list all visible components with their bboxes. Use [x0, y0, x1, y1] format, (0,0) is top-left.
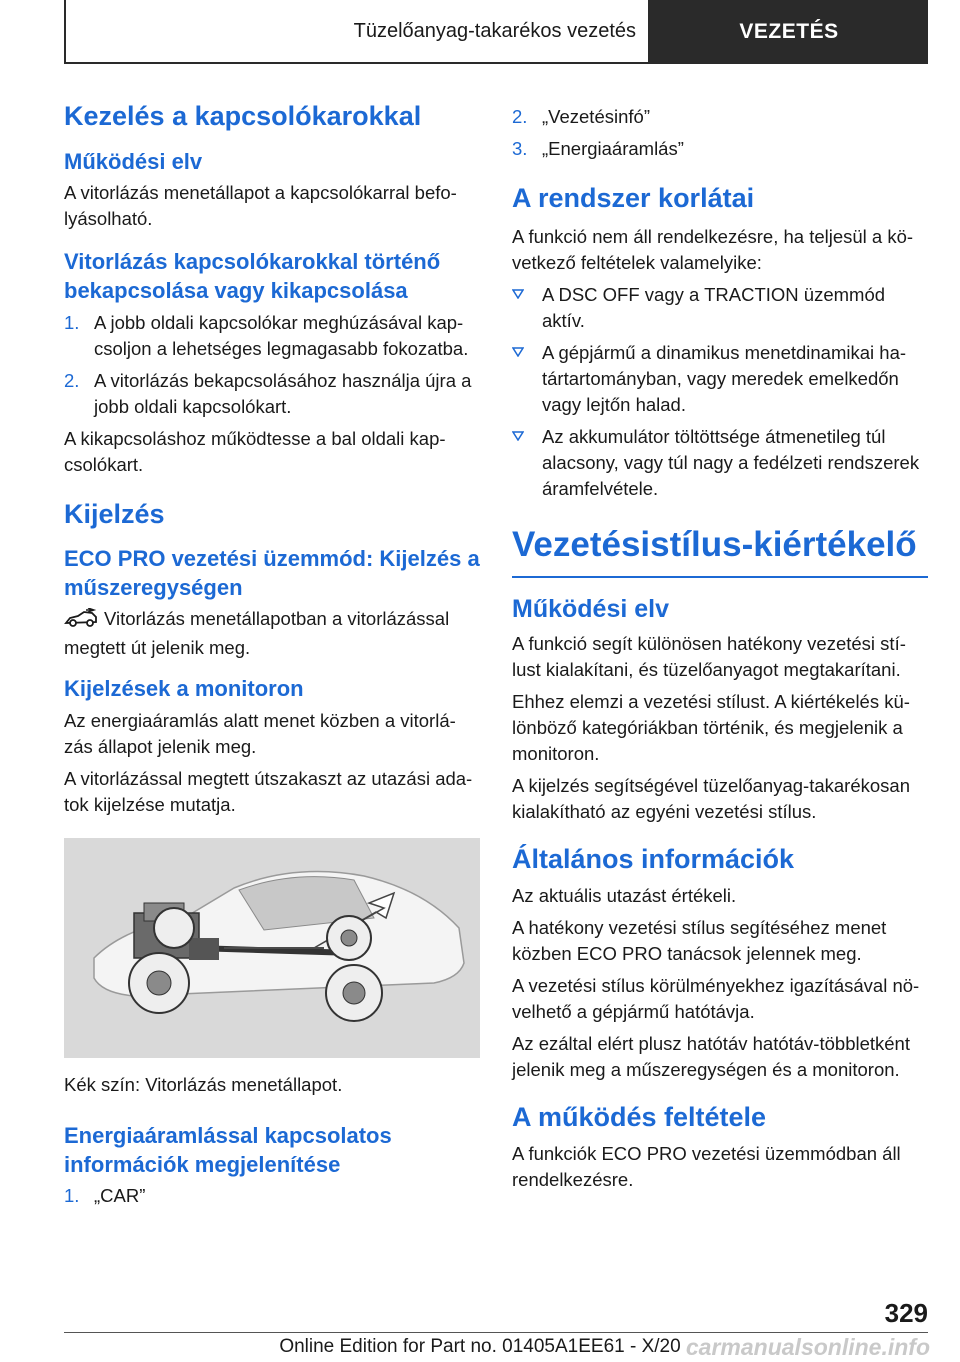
step-number: 2.	[64, 369, 80, 391]
paragraph-principle: A vitorlázás menetállapot a kapcsolókarral befo-lyásolható.	[64, 182, 457, 230]
heading-monitor: Kijelzések a monitoron	[64, 676, 304, 702]
paragraph-monitor-2: A vitorlázással megtett útszakaszt az utazási ada-tok kijelzése mutatja.	[64, 768, 473, 816]
left-column	[64, 100, 480, 1215]
list-item	[512, 340, 928, 418]
paragraph-condition: A funkciók ECO PRO vezetési üzemmódban áll rendelkezésre.	[512, 1142, 901, 1190]
paragraph-eco-pro	[64, 606, 480, 661]
paragraph-3: A kijelzés segítségével tüzelőanyag-takarékosan kialakítható az egyéni vezetési stílus.	[512, 775, 910, 822]
page-number: 329	[884, 1298, 928, 1328]
step-text: A jobb oldali kapcsolókar meghúzásával kap-csoljon a lehetséges legmagasabb fokozatba.	[94, 311, 469, 359]
list-item	[512, 136, 928, 162]
paragraph-1: A funkció segít különösen hatékony vezetési stí-lust kialakítani, és tüzelőanyagot megtakarítani.	[512, 633, 906, 680]
paragraph-disable: A kikapcsoláshoz működtesse a bal oldali kap-csolókart.	[64, 427, 446, 475]
limit-text: A gépjármű a dinamikus menetdinamikai ha-tártartományban, vagy meredek emelkedőn vagy lejtőn halad.	[542, 341, 907, 415]
list-item	[64, 1183, 480, 1209]
heading-general: Általános információk	[512, 844, 795, 874]
item-text: „Energiaáramlás”	[542, 138, 684, 159]
general-2: A hatékony vezetési stílus segítéséhez menet közben ECO PRO tanácsok jelennek meg.	[512, 916, 887, 964]
general-4: Az ezáltal elért plusz hatótáv hatótáv-többletként jelenik meg a műszeregységen és a monitoron.	[512, 1032, 910, 1080]
triangle-bullet-icon	[512, 424, 542, 502]
list-item	[512, 282, 928, 334]
item-number: 3.	[512, 138, 528, 159]
list-item	[64, 310, 480, 362]
car-coasting-icon	[64, 608, 98, 635]
page-header	[64, 0, 928, 64]
heading-condition: A működés feltétele	[512, 1101, 767, 1132]
limits-list	[512, 282, 928, 502]
footer-divider	[64, 1332, 928, 1333]
item-number: 1.	[64, 1185, 80, 1207]
chapter-title: Tüzelőanyag-takarékos vezetés	[64, 0, 650, 64]
general-3: A vezetési stílus körülményekhez igazításával nö-velhető a gépjármű hatótávja.	[512, 974, 920, 1022]
heading-toggle-coasting: Vitorlázás kapcsolókarokkal történő bekapcsolása vagy kikapcsolása	[64, 249, 441, 303]
list-item	[512, 424, 928, 502]
step-number: 1.	[64, 311, 80, 333]
limit-text: A DSC OFF vagy a TRACTION üzemmód aktív.	[542, 283, 886, 331]
energy-list-continued	[512, 104, 928, 162]
energy-list	[64, 1183, 480, 1209]
list-item	[512, 104, 928, 130]
paragraph-2: Ehhez elemzi a vezetési stílust. A kiértékelés kü-lönböző kategóriákban történik, és megjelenik a monitoron.	[512, 691, 910, 764]
item-text: „CAR”	[94, 1185, 146, 1207]
watermark: carmanualsonline.info	[685, 1334, 930, 1360]
list-item	[64, 368, 480, 420]
heading-energy-flow: Energiaáramlással kapcsolatos információk megjelenítése	[64, 1123, 392, 1177]
edition-text: Online Edition for Part no. 01405A1EE61 - X/20	[279, 1336, 681, 1357]
limit-text: Az akkumulátor töltöttsége átmenetileg túl alacsony, vagy túl nagy a fedélzeti rendszerek áramfelvétele.	[542, 425, 920, 499]
heading-principle-right: Működési elv	[512, 594, 669, 623]
heading-principle: Működési elv	[64, 148, 203, 174]
triangle-bullet-icon	[512, 282, 542, 334]
right-column	[512, 100, 928, 1199]
figure-caption: Kék szín: Vitorlázás menetállapot.	[64, 1074, 343, 1096]
general-1: Az aktuális utazást értékeli.	[512, 884, 737, 906]
item-number: 2.	[512, 106, 528, 127]
eco-pro-text: Vitorlázás menetállapotban a vitorlázással megtett út jelenik meg.	[64, 608, 450, 659]
heading-paddle-operation: Kezelés a kapcsolókarokkal	[64, 101, 422, 131]
toggle-steps-list	[64, 310, 480, 420]
heading-eco-pro: ECO PRO vezetési üzemmód: Kijelzés a műszeregységen	[64, 546, 480, 600]
paragraph-limits: A funkció nem áll rendelkezésre, ha teljesül a kö-vetkező feltételek valamelyike:	[512, 225, 914, 273]
triangle-bullet-icon	[512, 340, 542, 418]
step-text: A vitorlázás bekapcsolásához használja újra a jobb oldali kapcsolókart.	[94, 369, 472, 417]
paragraph-monitor-1: Az energiaáramlás alatt menet közben a vitorlá-zás állapot jelenik meg.	[64, 710, 456, 758]
heading-limits: A rendszer korlátai	[512, 183, 755, 213]
heading-display: Kijelzés	[64, 498, 165, 529]
car-drivetrain-illustration	[64, 838, 480, 1058]
section-tab: VEZETÉS	[650, 0, 928, 64]
heading-style-evaluator: Vezetésistílus-kiértékelő	[512, 524, 928, 578]
item-text: „Vezetésinfó”	[542, 106, 650, 127]
